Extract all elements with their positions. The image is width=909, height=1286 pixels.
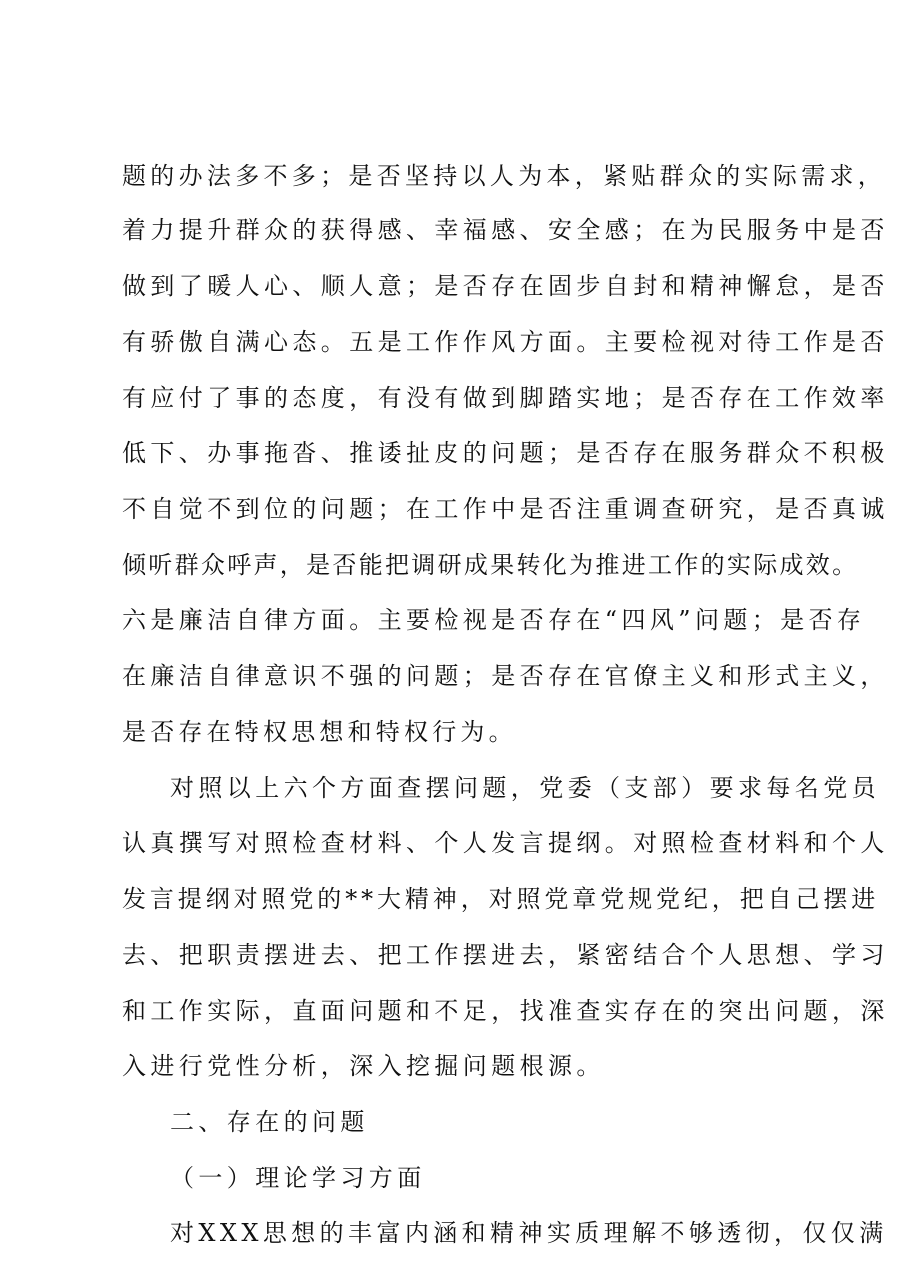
text-line: 在廉洁自律意识不强的问题；是否存在官僚主义和形式主义， <box>122 662 889 690</box>
text-line: 低下、办事拖沓、推诿扯皮的问题；是否存在服务群众不积极 <box>122 439 889 467</box>
paragraph-first-line: 对XXX思想的丰富内涵和精神实质理解不够透彻，仅仅满 <box>170 1219 888 1247</box>
subsection-heading: （一）理论学习方面 <box>170 1164 426 1192</box>
text-line: 是否存在特权思想和特权行为。 <box>122 718 517 746</box>
text-line: 和工作实际，直面问题和不足，找准查实存在的突出问题，深 <box>122 997 889 1025</box>
text-line: 不自觉不到位的问题；在工作中是否注重调查研究，是否真诚 <box>122 495 889 523</box>
text-line: 题的办法多不多；是否坚持以人为本，紧贴群众的实际需求， <box>122 162 887 190</box>
text-line: 有应付了事的态度，有没有做到脚踏实地；是否存在工作效率 <box>122 384 889 412</box>
text-line: 倾听群众呼声，是否能把调研成果转化为推进工作的实际成效。 <box>122 551 859 579</box>
text-line: 六是廉洁自律方面。主要检视是否存在“四风”问题；是否存 <box>122 606 866 634</box>
text-line: 做到了暖人心、顺人意；是否存在固步自封和精神懈怠，是否 <box>122 272 889 300</box>
paragraph-first-line: 对照以上六个方面查摆问题，党委（支部）要求每名党员 <box>170 774 880 802</box>
text-line: 发言提纲对照党的**大精神，对照党章党规党纪，把自己摆进 <box>122 885 880 913</box>
text-line: 着力提升群众的获得感、幸福感、安全感；在为民服务中是否 <box>122 216 889 244</box>
text-line: 认真撰写对照检查材料、个人发言提纲。对照检查材料和个人 <box>122 829 889 857</box>
text-line: 入进行党性分析，深入挖掘问题根源。 <box>122 1052 605 1080</box>
text-line: 有骄傲自满心态。五是工作作风方面。主要检视对待工作是否 <box>122 328 889 356</box>
text-line: 去、把职责摆进去、把工作摆进去，紧密结合个人思想、学习 <box>122 941 889 969</box>
section-heading: 二、存在的问题 <box>170 1108 369 1136</box>
